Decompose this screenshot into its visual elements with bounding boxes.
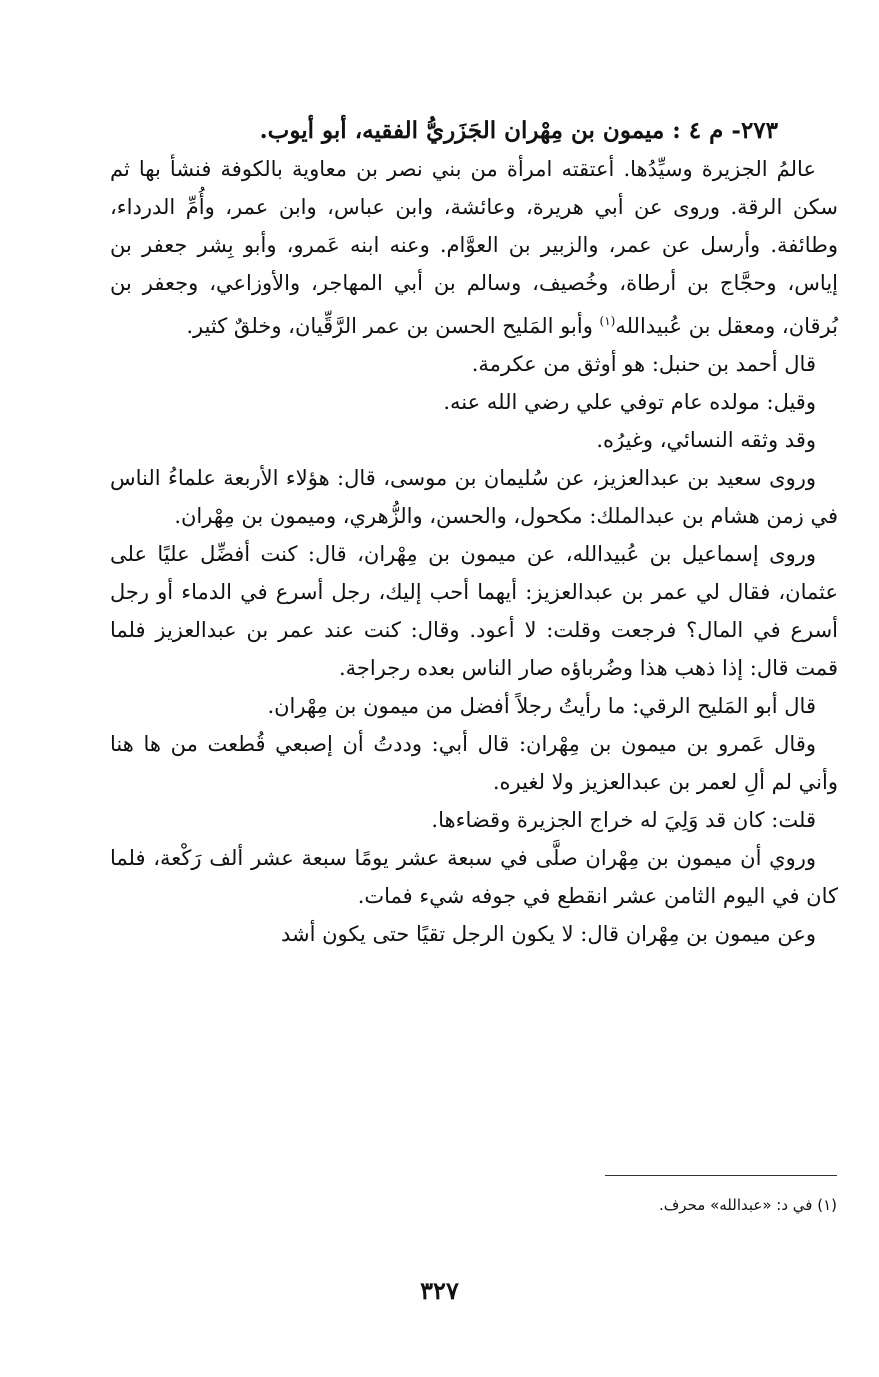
footnote-divider <box>605 1175 837 1176</box>
page-body <box>110 112 838 953</box>
footnote-marker: (١) <box>599 314 616 328</box>
footnote: (١) في د: «عبدالله» محرف. <box>658 1196 837 1214</box>
paragraph-text-continued: وأبو المَليح الحسن بن عمر الرَّقِّيان، وخلقٌ كثير. <box>186 314 600 338</box>
entry-heading: ٢٧٣- م ٤ : ميمون بن مِهْران الجَزَريُّ الفقيه، أبو أيوب. <box>259 117 778 144</box>
paragraph-ahmad-quote: قال أحمد بن حنبل: هو أوثق من عكرمة. <box>471 352 816 376</box>
paragraph-abu-al-malih: قال أبو المَليح الرقي: ما رأيتُ رجلاً أفضل من ميمون بن مِهْران. <box>267 694 816 718</box>
paragraph-ismail: وروى إسماعيل بن عُبيدالله، عن ميمون بن مِهْران، قال: كنت أفضِّل عليًا على عثمان، فقال لي عمر بن عبدالعزيز: أيهما أحب إليك، رجل أسرع في الدماء أو رجل أسرع في المال؟ فرجعت وقلت: لا أعود. وقال: كنت عند عمر بن عبدالعزيز فلما قمت قال: إذا ذهب هذا وضُرباؤه صار الناس بعده رجراجة. <box>110 542 838 680</box>
paragraph-birth: وقيل: مولده عام توفي علي رضي الله عنه. <box>443 390 816 414</box>
paragraph-four-scholars: وروى سعيد بن عبدالعزيز، عن سُليمان بن موسى، قال: هؤلاء الأربعة علماءُ الناس في زمن هشام بن عبدالملك: مكحول، والحسن، والزُّهري، وميمون بن مِهْران. <box>110 466 838 528</box>
paragraph-amr: وقال عَمرو بن ميمون بن مِهْران: قال أبي: وددتُ أن إصبعي قُطعت من ها هنا وأني لم ألِ لعمر بن عبدالعزيز ولا لغيره. <box>110 732 838 794</box>
paragraph-biography <box>110 150 838 345</box>
page-number: ٣٢٧ <box>420 1276 459 1305</box>
paragraph-taqwa: وعن ميمون بن مِهْران قال: لا يكون الرجل تقيًا حتى يكون أشد <box>280 922 816 946</box>
paragraph-qultu: قلت: كان قد وَلِيَ له خراج الجزيرة وقضاءها. <box>431 808 816 832</box>
paragraph-prayer: وروي أن ميمون بن مِهْران صلَّى في سبعة عشر يومًا سبعة عشر ألف رَكْعة، فلما كان في اليوم الثامن عشر انقطع في جوفه شيء فمات. <box>110 846 838 908</box>
paragraph-nasai: وقد وثقه النسائي، وغيرُه. <box>596 428 816 452</box>
paragraph-text: عالمُ الجزيرة وسيِّدُها. أعتقته امرأة من بني نصر بن معاوية بالكوفة فنشأ بها ثم سكن الرقة. وروى عن أبي هريرة، وعائشة، وابن عباس، وابن عمر، وأُمِّ الدرداء، وطائفة. وأرسل عن عمر، والزبير بن العوَّام. وعنه ابنه عَمرو، وأبو بِشر جعفر بن إياس، وحجَّاج بن أرطاة، وخُصيف، وسالم بن أبي المهاجر، والأوزاعي، وجعفر بن بُرقان، ومعقل بن عُبيدالله <box>110 157 838 338</box>
